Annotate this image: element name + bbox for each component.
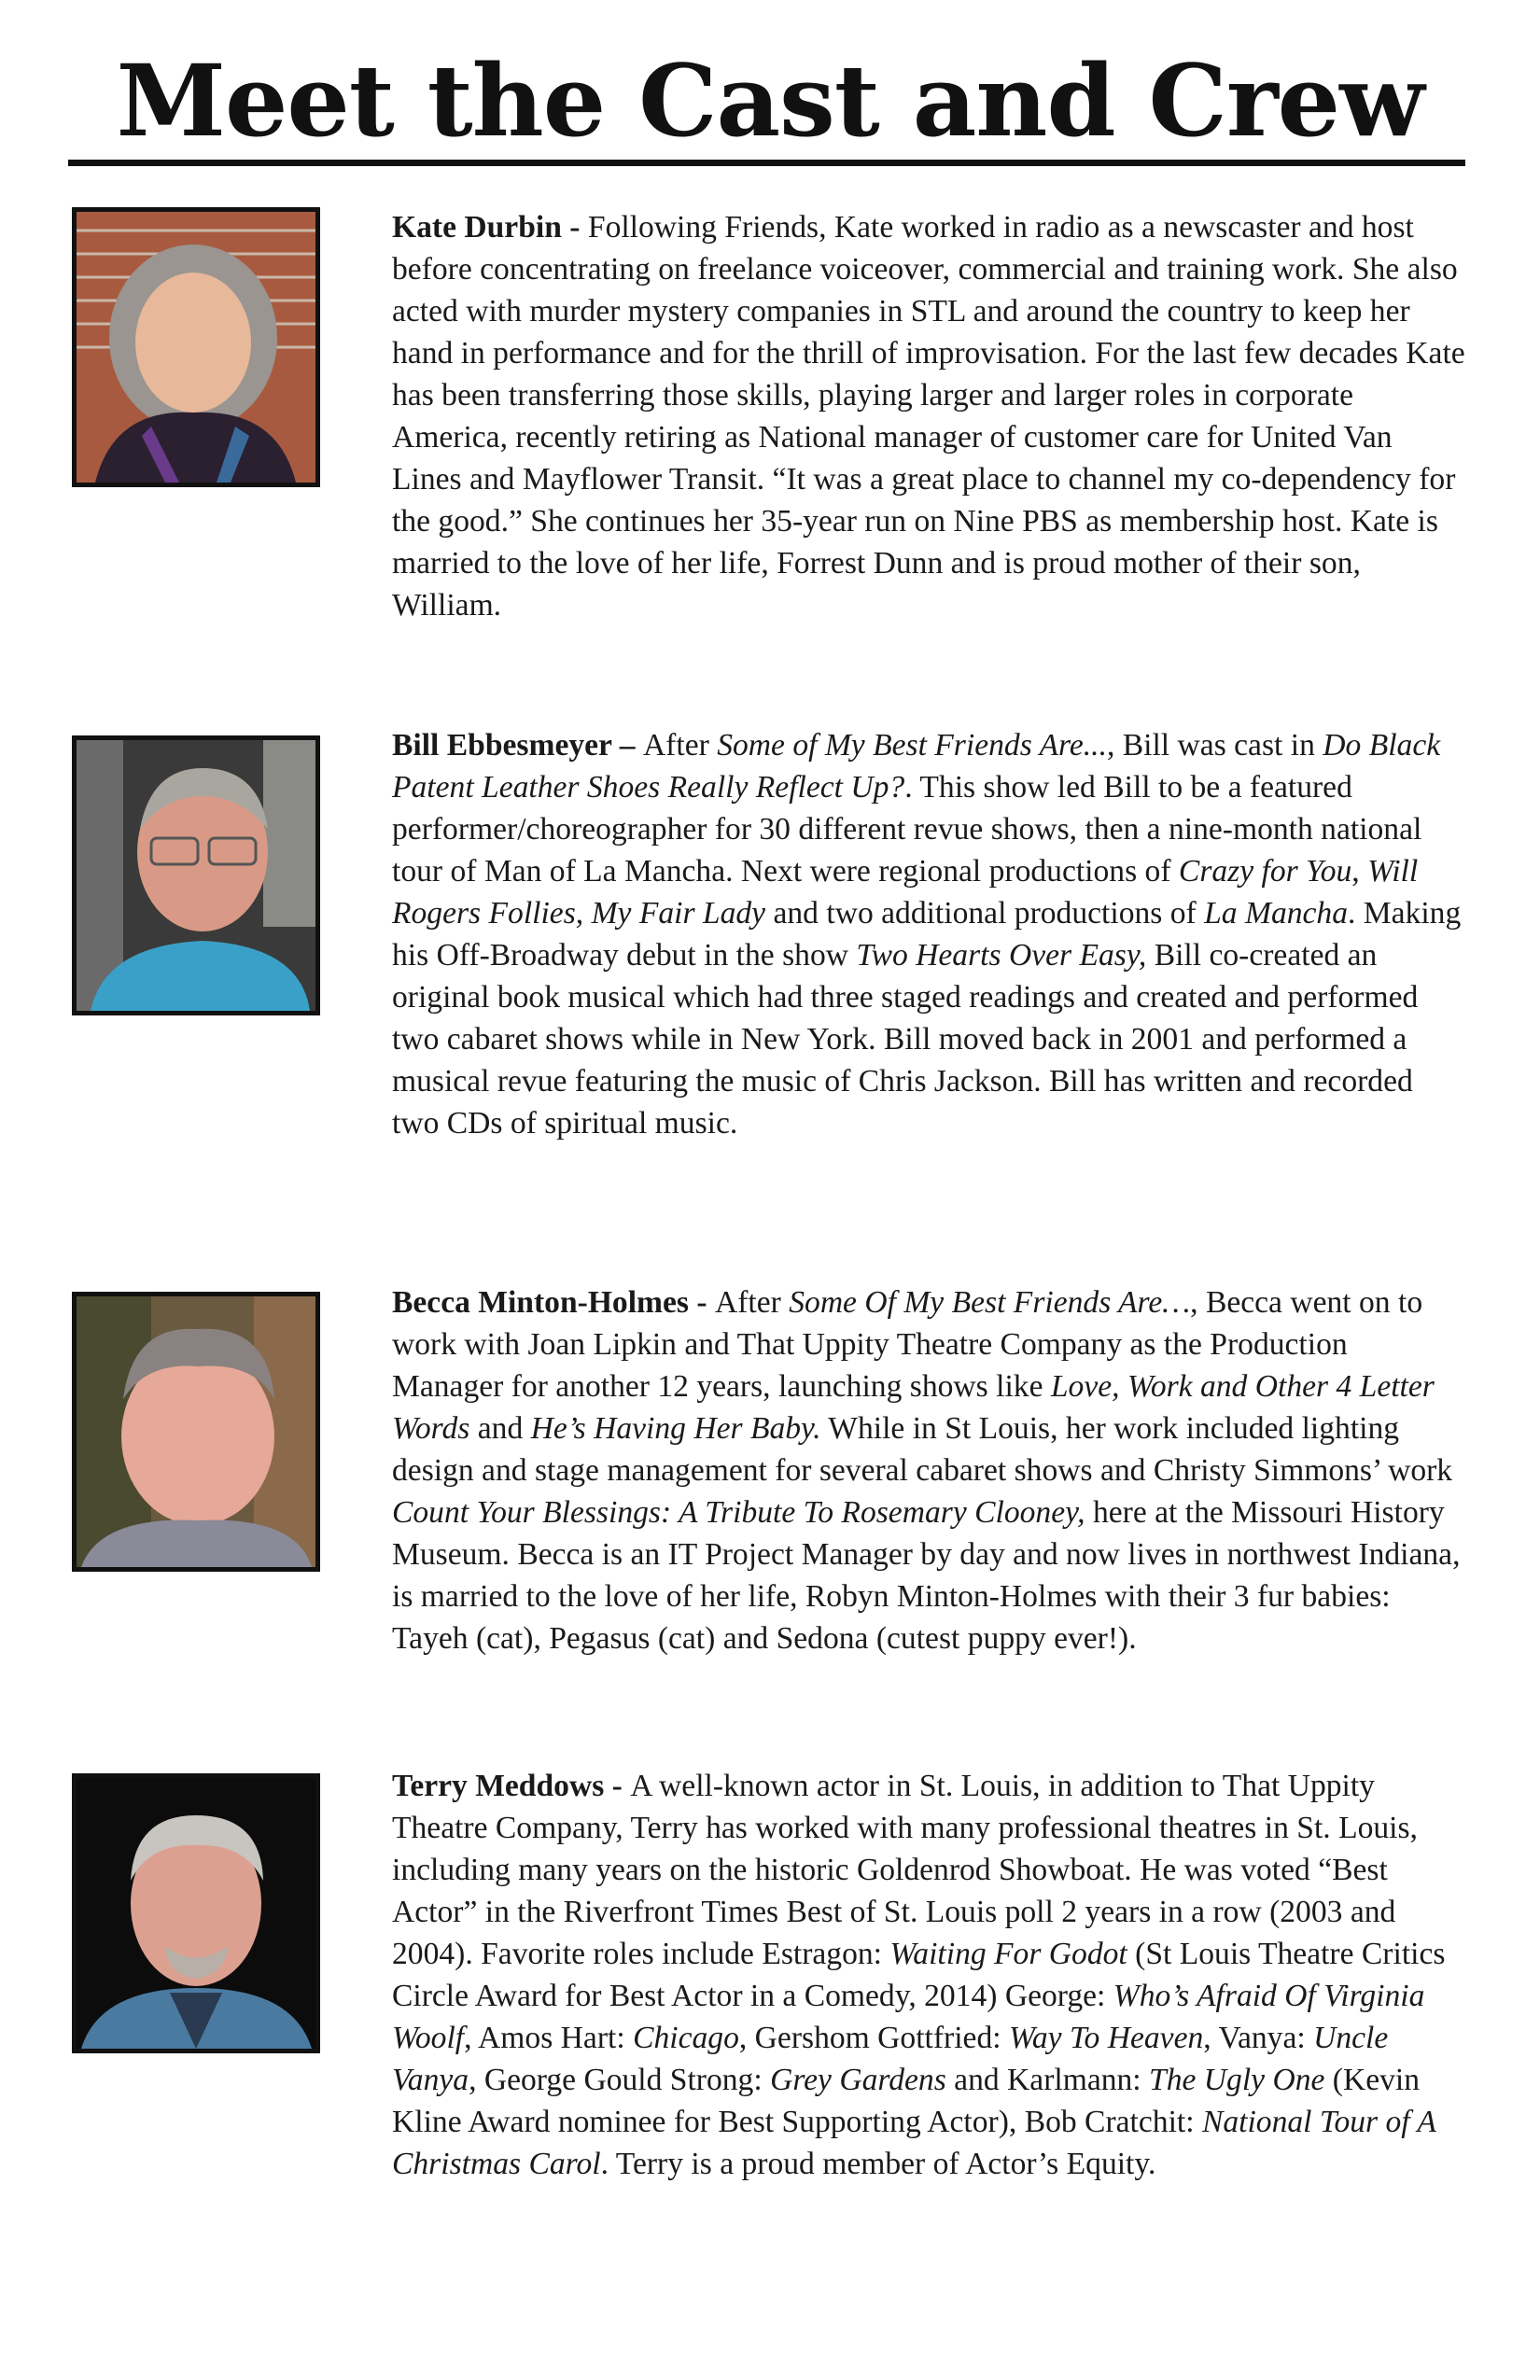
bio-italic-title: National Tour of A Christmas Carol: [392, 2105, 1436, 2181]
bio-italic-title: Grey Gardens: [770, 2063, 946, 2097]
headshot-photo: [72, 735, 320, 1015]
bio-italic-title: Two Hearts Over Easy,: [856, 938, 1147, 973]
bio-segment: , Vanya:: [1203, 2021, 1314, 2055]
bio-segment: and two additional productions of: [765, 896, 1205, 931]
person-name: Terry Meddows: [392, 1769, 605, 1803]
headshot-photo: [72, 207, 320, 487]
bio-body: [392, 210, 1465, 623]
bio-text: [392, 1765, 1465, 2185]
bio-segment: (St Louis Theatre Critics Circle Award for Best Actor in a Comedy, 2014) George:: [392, 1937, 1446, 2013]
bio-segment: Bill co-created an original book musical which had three staged readings and created and performed two cabaret shows while in New York. Bill moved back in 2001 and performed a musical revue featuring the music of Chris Jackson. Bill has written and recorded two CDs of spiritual music.: [392, 938, 1419, 1141]
bio-segment: Following Friends, Kate worked in radio as a newscaster and host before concentrating on freelance voiceover, commercial and training work. She also acted with murder mystery companies in STL and around the country to keep her hand in performance and for the thrill of improvisation. For the last few decades Kate has been transferring those skills, playing larger and larger roles in corporate America, recently retiring as National manager of customer care for United Van Lines and Mayflower Transit. “It was a great place to channel my co-dependency for the good.” She continues her 35-year run on Nine PBS as membership host. Kate is married to the love of her life, Forrest Dunn and is proud mother of their son, William.: [392, 210, 1465, 623]
bio-italic-title: Some of My Best Friends Are...: [717, 728, 1107, 763]
title-underline: [68, 160, 1465, 166]
name-separator: -: [561, 210, 588, 245]
bio-italic-title: Crazy for You: [1178, 854, 1352, 889]
name-separator: -: [689, 1285, 715, 1320]
bio-body: [392, 1769, 1445, 2181]
bio-segment: After: [642, 728, 718, 763]
bio-segment: After: [714, 1285, 790, 1320]
bio-italic-title: Uncle Vanya: [392, 2021, 1389, 2097]
bio-body: [392, 728, 1461, 1141]
bio-italic-title: Will Rogers Follies, My Fair Lady: [392, 854, 1419, 931]
bio-segment: ,: [1351, 854, 1368, 889]
headshot-photo: [72, 1292, 320, 1572]
bio-italic-title: Waiting For Godot: [889, 1937, 1127, 1971]
bio-segment: . Making his Off-Broadway debut in the show: [392, 896, 1462, 973]
bio-segment: While in St Louis, her work included lighting design and stage management for several cabaret shows and Christy Simmons’ work: [392, 1411, 1453, 1488]
bio-segment: , Gershom Gottfried:: [738, 2021, 1009, 2055]
bio-body: [392, 1285, 1460, 1656]
bio-text: [392, 1281, 1465, 1659]
bio-italic-title: Who’s Afraid Of Virginia Woolf: [392, 1979, 1425, 2055]
bio-segment: and Karlmann:: [945, 2063, 1150, 2097]
bio-italic-title: The Ugly One: [1149, 2063, 1325, 2097]
bio-italic-title: La Mancha: [1204, 896, 1348, 931]
bio-segment: , Bill was cast in: [1106, 728, 1323, 763]
person-name: Kate Durbin: [392, 210, 562, 245]
bio-italic-title: Some Of My Best Friends Are…: [789, 1285, 1191, 1320]
bio-segment: (Kevin Kline Award nominee for Best Supporting Actor), Bob Cratchit:: [392, 2063, 1421, 2139]
bio-segment: , Becca went on to work with Joan Lipkin and That Uppity Theatre Company as the Production Manager for another 12 years, launching shows like: [392, 1285, 1423, 1404]
bio-segment: . This show led Bill to be a featured performer/choreographer for 30 different revue shows, then a nine-month national tour of Man of La Mancha. Next were regional productions of: [392, 770, 1422, 889]
bio-segment: A well-known actor in St. Louis, in addition to That Uppity Theatre Company, Terry has worked with many professional theatres in St. Louis, including many years on the historic Goldenrod Showboat. He was voted “Best Actor” in the Riverfront Times Best of St. Louis poll 2 years in a row (2003 and 2004). Favorite roles include Estragon:: [392, 1769, 1418, 1971]
bio-text: [392, 724, 1465, 1144]
bio-italic-title: Chicago: [633, 2021, 739, 2055]
person-name: Becca Minton-Holmes: [392, 1285, 689, 1320]
bio-segment: , Amos Hart:: [464, 2021, 634, 2055]
bio-segment: . Terry is a proud member of Actor’s Equity.: [600, 2147, 1156, 2181]
bio-segment: , George Gould Strong:: [469, 2063, 771, 2097]
person-name: Bill Ebbesmeyer: [392, 728, 612, 763]
name-separator: -: [604, 1769, 631, 1803]
bio-segment: and: [469, 1411, 531, 1446]
bio-italic-title: He’s Having Her Baby.: [530, 1411, 821, 1446]
bio-italic-title: Love, Work and Other 4 Letter Words: [392, 1369, 1435, 1446]
bio-italic-title: Way To Heaven: [1008, 2021, 1204, 2055]
bio-text: [392, 206, 1465, 626]
name-separator: –: [611, 728, 643, 763]
headshot-photo: [72, 1773, 320, 2053]
bio-italic-title: Count Your Blessings: A Tribute To Rosemary Clooney,: [392, 1495, 1085, 1530]
bio-italic-title: Do Black Patent Leather Shoes Really Reflect Up?: [392, 728, 1441, 805]
page-title: Meet the Cast and Crew: [116, 42, 1424, 159]
bio-segment: here at the Missouri History Museum. Becca is an IT Project Manager by day and now lives in northwest Indiana, is married to the love of her life, Robyn Minton-Holmes with their 3 fur babies: Tayeh (cat), Pegasus (cat) and Sedona (cutest puppy ever!).: [392, 1495, 1461, 1656]
